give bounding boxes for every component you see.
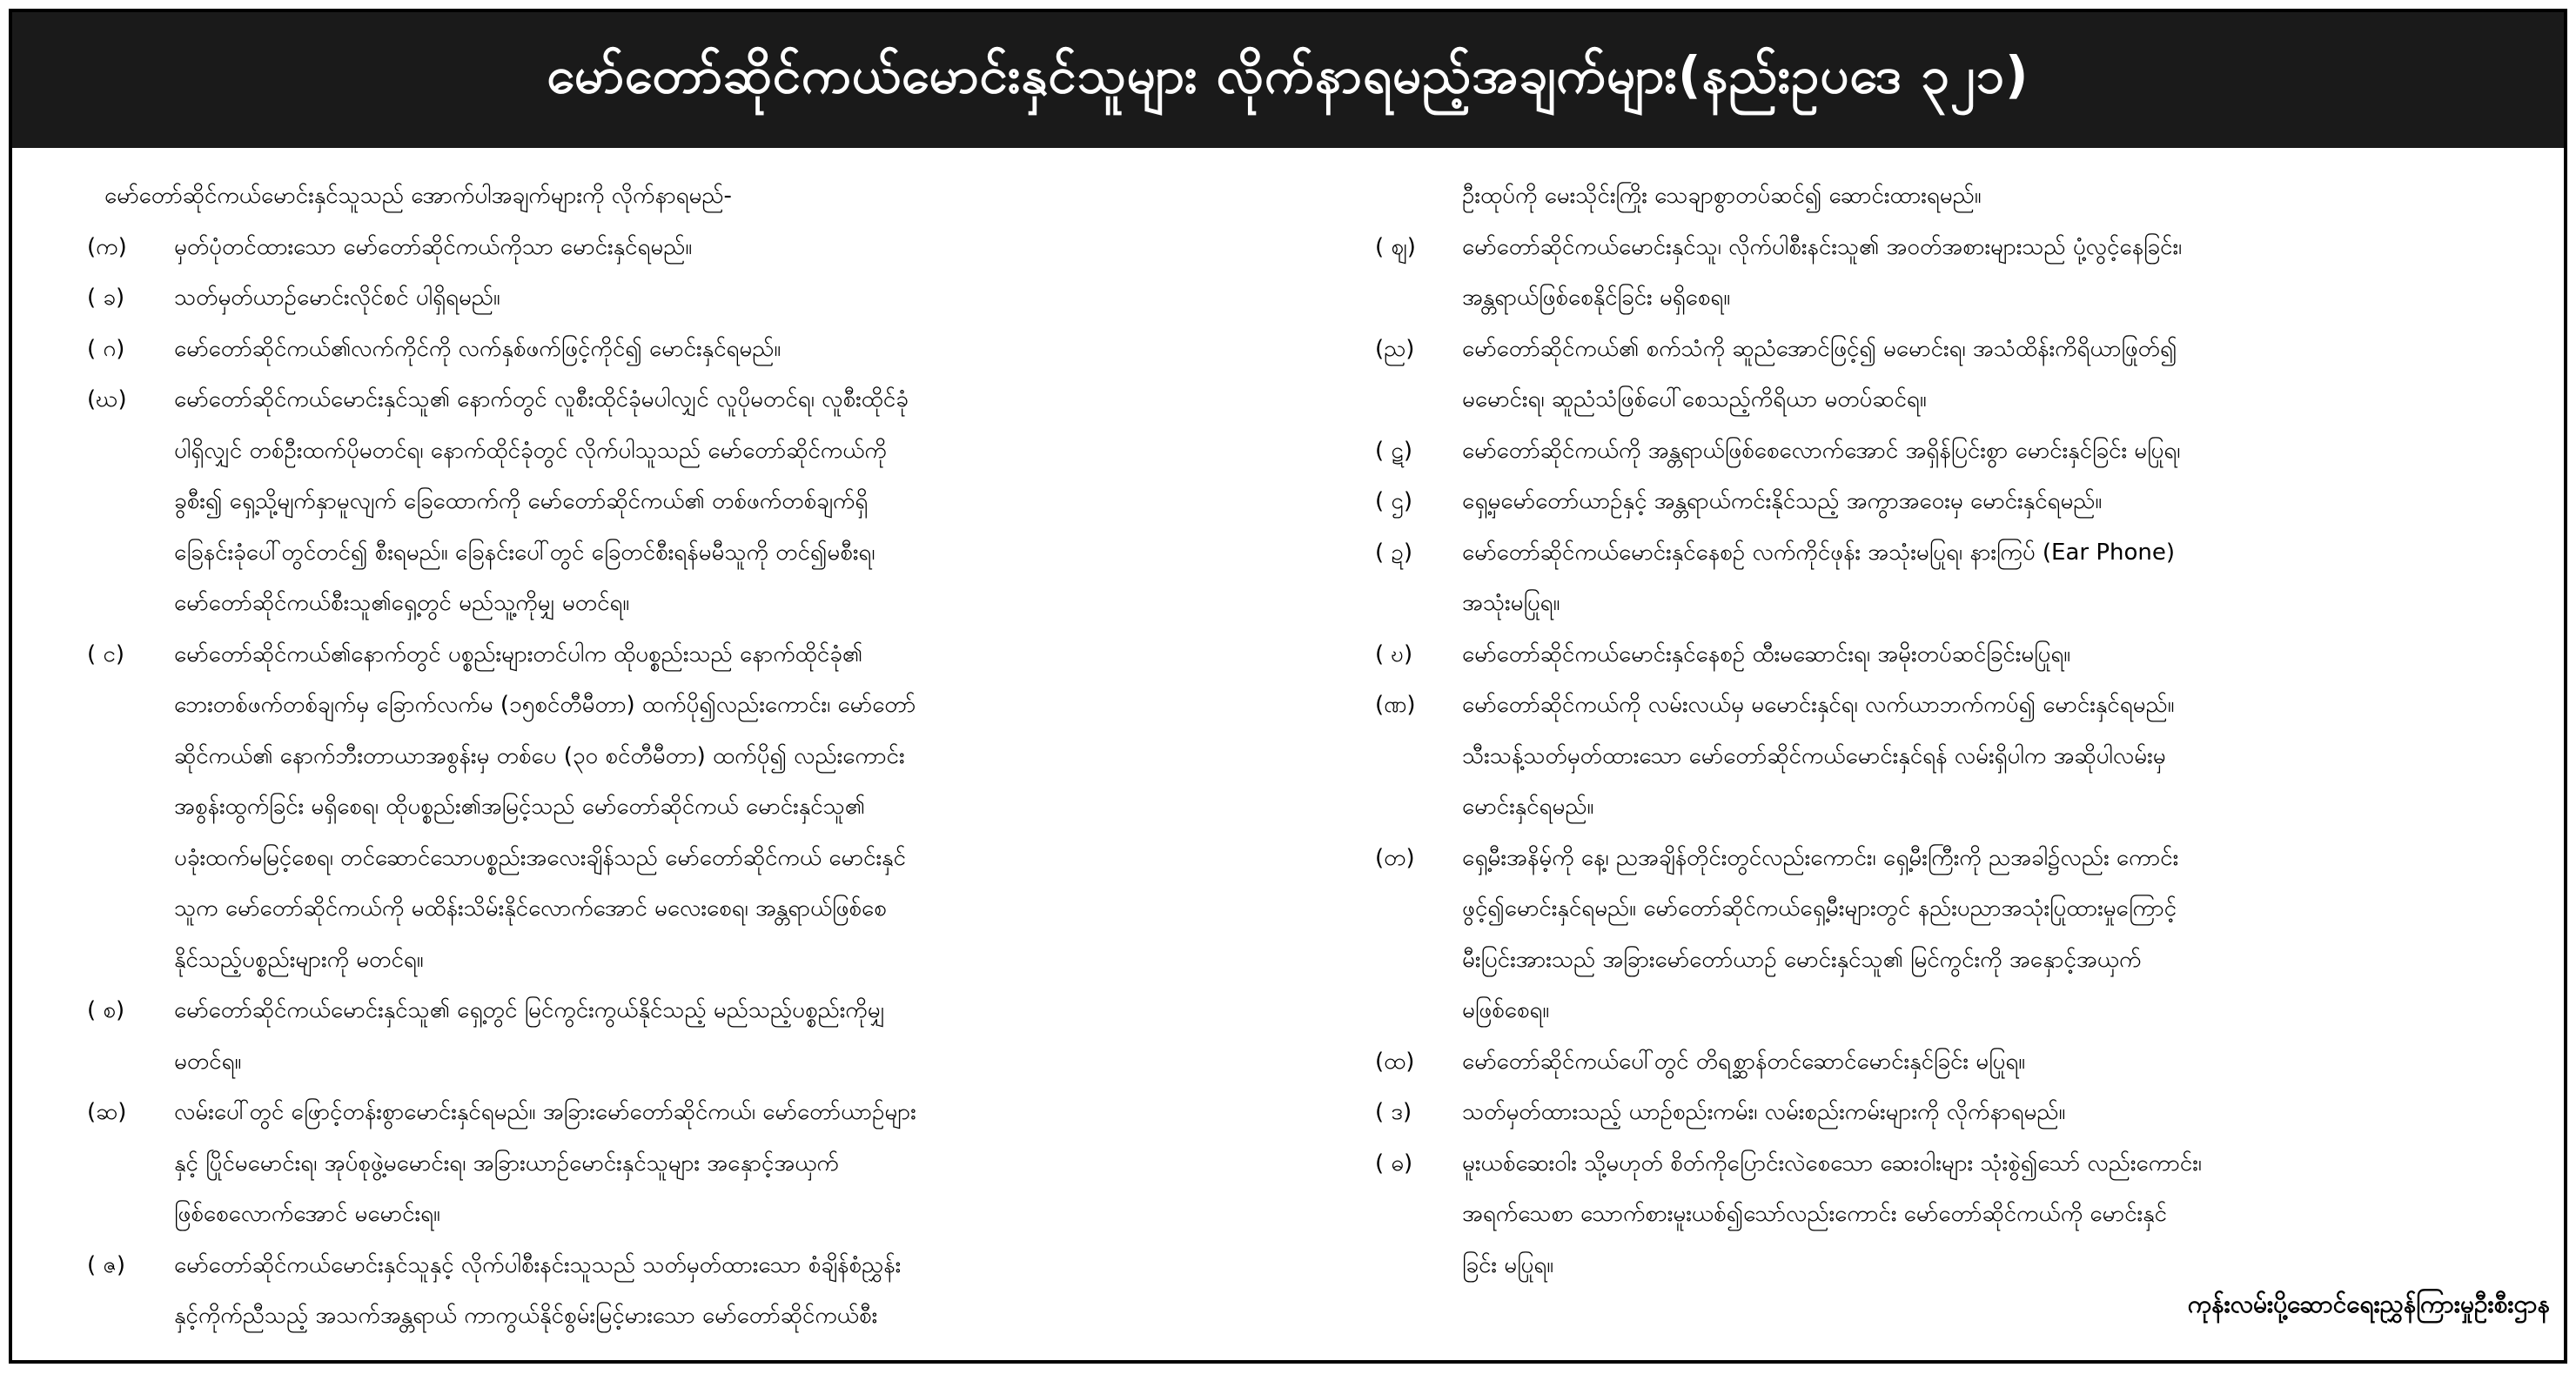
rule-marker: ( ဋ): [1375, 437, 1412, 464]
rule-text: နှင့်ကိုက်ညီသည့် အသက်အန္တရာယ် ကာကွယ်နိုင်စွမ်းမြင့်မားသော မော်တော်ဆိုင်ကယ်စီး: [174, 1303, 878, 1329]
rule-line: [1375, 1138, 2559, 1190]
rule-text: မော်တော်ဆိုင်ကယ်ကို လမ်းလယ်မှ မမောင်းနှင်ရ၊ လက်ယာဘက်ကပ်၍ မောင်းနှင်ရမည်။: [1462, 692, 2175, 718]
rule-line: [87, 833, 1288, 884]
rule-text: ပခုံးထက်မမြင့်စေရ၊ တင်ဆောင်သောပစ္စည်းအလေးချိန်သည် မော်တော်ဆိုင်ကယ် မောင်းနှင်: [174, 844, 906, 871]
rule-line: [87, 1189, 1288, 1240]
rule-text: ဦးထုပ်ကို မေးသိုင်းကြိုး သေချာစွာတပ်ဆင်၍ ဆောင်းထားရမည်။: [1462, 183, 1982, 209]
rule-marker: (ဆ): [87, 1099, 127, 1125]
rule-marker: (ဏ): [1375, 692, 1416, 718]
rule-marker: ( ဓ): [1375, 1150, 1413, 1177]
rule-line: [87, 680, 1288, 731]
rule-line: [1375, 1036, 2559, 1088]
rule-text: ရှေ့မှမော်တော်ယာဉ်နှင့် အန္တရာယ်ကင်းနိုင်သည့် အကွာအဝေးမှ မောင်းနှင်ရမည်။: [1462, 488, 2103, 514]
rule-text: ဆိုင်ကယ်၏ နောက်ဘီးတာယာအစွန်းမှ တစ်ပေ (၃၀ စင်တီမီတာ) ထက်ပို၍ လည်းကောင်း: [174, 742, 905, 769]
rule-text: မော်တော်ဆိုင်ကယ်မောင်းနှင်နေစဉ် လက်ကိုင်ဖုန်း အသုံးမပြုရ၊ နားကြပ် (Ear Phone): [1462, 539, 2176, 566]
rule-text: မတင်ရ။: [174, 1048, 242, 1075]
rule-text: မော်တော်ဆိုင်ကယ်မောင်းနှင်သူနှင့် လိုက်ပါစီးနင်းသူသည် သတ်မှတ်ထားသော စံချိန်စံညွှန်း: [174, 1251, 902, 1278]
rule-line: [87, 426, 1288, 477]
right-column: [1375, 171, 2559, 1290]
rule-text: မော်တော်ဆိုင်ကယ်၏နောက်တွင် ပစ္စည်းများတင်ပါက ထိုပစ္စည်းသည် နောက်ထိုင်ခုံ၏: [174, 640, 863, 667]
rule-marker: ( ခ): [87, 285, 125, 311]
rule-line: [87, 629, 1288, 680]
rule-text: မှတ်ပုံတင်ထားသော မော်တော်ဆိုင်ကယ်ကိုသာ မောင်းနှင်ရမည်။: [174, 233, 693, 260]
rule-text: မမောင်းရ၊ ဆူညံသံဖြစ်ပေါ်စေသည့်ကိရိယာ မတပ်ဆင်ရ။: [1462, 386, 1927, 412]
rule-marker: (က): [87, 233, 127, 260]
rule-text: ခြင်း မပြုရ။: [1462, 1251, 1554, 1278]
rule-line: [87, 527, 1288, 579]
rule-line: [87, 324, 1288, 375]
rule-line: [1375, 1087, 2559, 1138]
rule-text: မဖြစ်စေရ။: [1462, 997, 1550, 1023]
rule-text: မော်တော်ဆိုင်ကယ်မောင်းနှင်သူ၏ နောက်တွင် လူစီးထိုင်ခုံမပါလျှင် လူပိုမတင်ရ၊ လူစီးထိုင်ခုံ: [174, 386, 909, 412]
rule-text: မီးပြင်းအားသည် အခြားမော်တော်ယာဉ် မောင်းနှင်သူ၏ မြင်ကွင်းကို အနှောင့်အယှက်: [1462, 946, 2142, 973]
title-bar: [12, 12, 2564, 148]
rule-text: အရက်သေစာ သောက်စားမူးယစ်၍သော်လည်းကောင်း မော်တော်ဆိုင်ကယ်ကို မောင်းနှင်: [1462, 1201, 2167, 1227]
rule-text: အန္တရာယ်ဖြစ်စေနိုင်ခြင်း မရှိစေရ။: [1462, 285, 1731, 311]
rule-text: အစွန်းထွက်ခြင်း မရှိစေရ၊ ထိုပစ္စည်း၏အမြင့်သည် မော်တော်ဆိုင်ကယ် မောင်းနှင်သူ၏: [174, 794, 865, 820]
rule-text: နှင့် ပြိုင်မမောင်းရ၊ အုပ်စုဖွဲ့မမောင်းရ၊ အခြားယာဉ်မောင်းနှင်သူများ အနှောင့်အယှက်: [174, 1150, 839, 1177]
rule-line: [1375, 985, 2559, 1036]
rule-text: မော်တော်ဆိုင်ကယ်၏ စက်သံကို ဆူညံအောင်ဖြင့်၍ မမောင်းရ၊ အသံထိန်းကိရိယာဖြုတ်၍: [1462, 335, 2177, 362]
rule-marker: ( ဇ): [87, 1251, 126, 1278]
rule-line: [1375, 883, 2559, 935]
issuing-department: ကုန်းလမ်းပို့ဆောင်ရေးညွှန်ကြားမှုဦးစီးဌာန: [2187, 1290, 2550, 1318]
rule-line: [87, 222, 1288, 273]
rule-line: [87, 1138, 1288, 1190]
rule-text: မော်တော်ဆိုင်ကယ်မောင်းနှင်သူသည် အောက်ပါအချက်များကို လိုက်နာရမည်-: [104, 183, 732, 209]
regulation-notice: [9, 9, 2567, 1364]
left-column: [87, 171, 1288, 1342]
rule-marker: (ဃ): [87, 386, 127, 412]
rule-marker: ( ဒ): [1375, 1099, 1412, 1125]
rule-line: [87, 883, 1288, 935]
rule-line: [1375, 935, 2559, 986]
rule-line: [1375, 1240, 2559, 1291]
rule-line: [1375, 171, 2559, 222]
rule-text: မော်တော်ဆိုင်ကယ်၏လက်ကိုင်ကို လက်နှစ်ဖက်ဖြင့်ကိုင်၍ မောင်းနှင်ရမည်။: [174, 335, 782, 362]
rule-text: မော်တော်ဆိုင်ကယ်မောင်းနှင်နေစဉ် ထီးမဆောင်းရ၊ အမိုးတပ်ဆင်ခြင်းမပြုရ။: [1462, 640, 2071, 667]
rule-marker: ( ဍ): [1375, 539, 1412, 566]
rule-line: [87, 731, 1288, 782]
rule-line: [1375, 578, 2559, 629]
rule-text: ဖြစ်စေလောက်အောင် မမောင်းရ။: [174, 1201, 440, 1227]
rule-line: [1375, 222, 2559, 273]
rule-marker: ( ဌ): [1375, 488, 1412, 514]
rule-marker: (ည): [1375, 335, 1415, 362]
rule-line: [87, 171, 1288, 222]
rule-line: [87, 985, 1288, 1036]
rule-marker: ( ဎ): [1375, 640, 1413, 667]
rule-text: ခြေနင်းခုံပေါ်တွင်တင်၍ စီးရမည်။ ခြေနင်းပေါ်တွင် ခြေတင်စီးရန်မမီသူကို တင်၍မစီးရ၊: [174, 539, 875, 566]
rule-text: ရှေ့မီးအနိမ့်ကို နေ့၊ ညအချိန်တိုင်းတွင်လည်းကောင်း၊ ရှေ့မီးကြီးကို ညအခါ၌လည်း ကောင်း: [1462, 844, 2179, 871]
rule-text: မော်တော်ဆိုင်ကယ်စီးသူ၏ရှေ့တွင် မည်သူ့ကိုမျှ မတင်ရ။: [174, 590, 630, 616]
rule-line: [1375, 527, 2559, 579]
rule-line: [1375, 833, 2559, 884]
rule-line: [1375, 426, 2559, 477]
rule-text: သတ်မှတ်ယာဉ်မောင်းလိုင်စင် ပါရှိရမည်။: [174, 285, 500, 311]
rule-text: ပါရှိလျှင် တစ်ဦးထက်ပိုမတင်ရ၊ နောက်ထိုင်ခုံတွင် လိုက်ပါသူသည် မော်တော်ဆိုင်ကယ်ကို: [174, 437, 887, 464]
rule-text: ဘေးတစ်ဖက်တစ်ချက်မှ ခြောက်လက်မ (၁၅စင်တီမီတာ) ထက်ပို၍လည်းကောင်း၊ မော်တော်: [174, 692, 916, 718]
rule-line: [87, 374, 1288, 426]
rule-text: သီးသန့်သတ်မှတ်ထားသော မော်တော်ဆိုင်ကယ်မောင်းနှင်ရန် လမ်းရှိပါက အဆိုပါလမ်းမှ: [1462, 742, 2166, 769]
rule-text: သတ်မှတ်ထားသည့် ယာဉ်စည်းကမ်း၊ လမ်းစည်းကမ်းများကို လိုက်နာရမည်။: [1462, 1099, 2066, 1125]
rule-line: [1375, 1189, 2559, 1240]
rule-line: [87, 1290, 1288, 1342]
rule-text: မောင်းနှင်ရမည်။: [1462, 794, 1594, 820]
rule-text: နိုင်သည့်ပစ္စည်းများကို မတင်ရ။: [174, 946, 424, 973]
rule-line: [87, 1036, 1288, 1088]
rule-line: [1375, 324, 2559, 375]
rule-line: [87, 578, 1288, 629]
rule-text: မော်တော်ဆိုင်ကယ်ကို အန္တရာယ်ဖြစ်စေလောက်အောင် အရှိန်ပြင်းစွာ မောင်းနှင်ခြင်း မပြုရ၊: [1462, 437, 2181, 464]
rule-line: [1375, 731, 2559, 782]
notice-title: မော်တော်ဆိုင်ကယ်မောင်းနှင်သူများ လိုက်နာရမည့်အချက်များ(နည်းဥပဒေ ၃၂၁): [547, 44, 2029, 104]
rule-text: လမ်းပေါ်တွင် ဖြောင့်တန်းစွာမောင်းနှင်ရမည်။ အခြားမော်တော်ဆိုင်ကယ်၊ မော်တော်ယာဉ်များ: [174, 1099, 916, 1125]
rule-marker: (ထ): [1375, 1048, 1415, 1075]
rule-marker: ( ဈ): [1375, 233, 1416, 260]
rule-line: [1375, 629, 2559, 680]
rule-line: [1375, 781, 2559, 833]
rule-text: ဖွင့်၍မောင်းနှင်ရမည်။ မော်တော်ဆိုင်ကယ်ရှေ့မီးများတွင် နည်းပညာအသုံးပြုထားမှုကြောင့်: [1462, 895, 2177, 922]
rule-marker: (တ): [1375, 844, 1415, 871]
rule-marker: ( င): [87, 640, 124, 667]
rule-text: မူးယစ်ဆေးဝါး သို့မဟုတ် စိတ်ကိုပြောင်းလဲစေသော ဆေးဝါးများ သုံးစွဲ၍သော် လည်းကောင်း၊: [1462, 1150, 2202, 1177]
rule-line: [87, 781, 1288, 833]
rule-line: [87, 1087, 1288, 1138]
rule-line: [1375, 476, 2559, 527]
notice-body: [12, 148, 2564, 1360]
rule-marker: ( ဂ): [87, 335, 125, 362]
rule-text: မော်တော်ဆိုင်ကယ်ပေါ်တွင် တိရစ္ဆာန်တင်ဆောင်မောင်းနှင်ခြင်း မပြုရ။: [1462, 1048, 2026, 1075]
rule-line: [87, 935, 1288, 986]
rule-line: [87, 272, 1288, 324]
rule-line: [87, 1240, 1288, 1291]
rule-line: [1375, 374, 2559, 426]
rule-text: ခွစီး၍ ရှေ့သို့မျက်နှာမူလျက် ခြေထောက်ကို မော်တော်ဆိုင်ကယ်၏ တစ်ဖက်တစ်ချက်ရှိ: [174, 488, 869, 514]
rule-line: [87, 476, 1288, 527]
rule-text: အသုံးမပြုရ။: [1462, 590, 1560, 616]
rule-text: မော်တော်ဆိုင်ကယ်မောင်းနှင်သူ၏ ရှေ့တွင် မြင်ကွင်းကွယ်နိုင်သည့် မည်သည့်ပစ္စည်းကိုမျှ: [174, 997, 885, 1023]
rule-line: [1375, 680, 2559, 731]
rule-marker: ( စ): [87, 997, 125, 1023]
rule-text: မော်တော်ဆိုင်ကယ်မောင်းနှင်သူ၊ လိုက်ပါစီးနင်းသူ၏ အဝတ်အစားများသည် ပုံ့လွင့်နေခြင်း၊: [1462, 233, 2183, 260]
rule-line: [1375, 272, 2559, 324]
rule-text: သူက မော်တော်ဆိုင်ကယ်ကို မထိန်းသိမ်းနိုင်လောက်အောင် မလေးစေရ၊ အန္တရာယ်ဖြစ်စေ: [174, 895, 887, 922]
